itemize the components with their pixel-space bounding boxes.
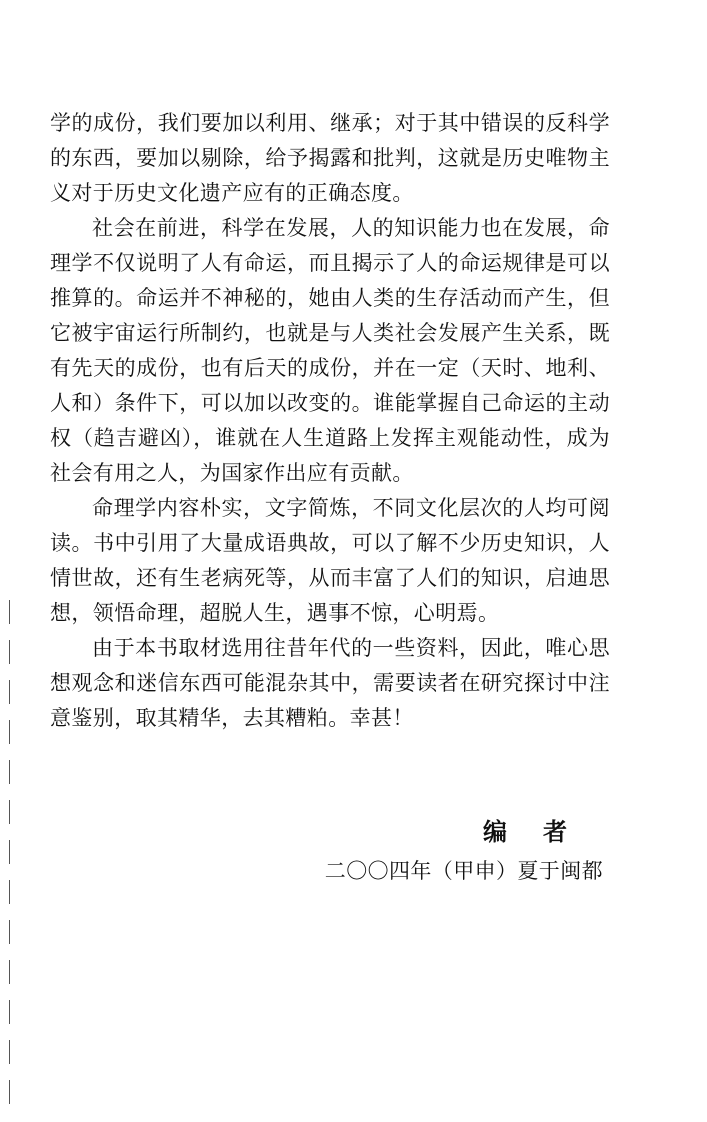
scan-margin-mark xyxy=(9,1080,10,1104)
scan-margin-mark xyxy=(9,960,10,984)
paragraph-society-progress: 社会在前进，科学在发展，人的知识能力也在发展，命理学不仅说明了人有命运，而且揭示了人的命运规律是可以推算的。命运并不神秘的，她由人类的生存活动而产生，但它被宇宙运行所制约，也就是与人类社会发展产生关系，既有先天的成份，也有后天的成份，并在一定（天时、地利、人和）条件下，可以加以改变的。谁能掌握自己命运的主动权（趋吉避凶），谁就在人生道路上发挥主观能动性，成为社会有用之人，为国家作出应有贡献。 xyxy=(50,216,610,485)
paragraph-content-style: 命理学内容朴实，文字简炼，不同文化层次的人均可阅读。书中引用了大量成语典故，可以了解不少历史知识，人情世故，还有生老病死等，从而丰富了人们的知识，启迪思想，领悟命理，超脱人生，遇事不惊，心明焉。 xyxy=(50,496,610,625)
scan-margin-mark xyxy=(9,840,10,864)
scan-margin-mark xyxy=(9,760,10,784)
preface-body xyxy=(50,106,610,736)
paragraph-continued: 学的成份，我们要加以利用、继承；对于其中错误的反科学的东西，要加以剔除，给予揭露和批判，这就是历史唯物主义对于历史文化遗产应有的正确态度。 xyxy=(50,111,610,205)
scan-margin-mark xyxy=(9,680,10,704)
preface-date: 二〇〇四年（甲申）夏于闽都 xyxy=(324,859,603,883)
scan-margin-mark xyxy=(9,800,10,824)
scan-margin-mark xyxy=(9,600,10,624)
paragraph-reader-notice: 由于本书取材选用往昔年代的一些资料，因此，唯心思想观念和迷信东西可能混杂其中，需要读者在研究探讨中注意鉴别，取其精华，去其糟粕。幸甚！ xyxy=(50,636,610,730)
scan-margin-mark xyxy=(9,640,10,664)
scan-margin-mark xyxy=(9,720,10,744)
scan-margin-mark xyxy=(9,1000,10,1024)
scan-margin-mark xyxy=(9,1040,10,1064)
scan-margin-mark xyxy=(9,880,10,904)
author-signature: 编者 xyxy=(483,817,603,846)
scan-margin-mark xyxy=(9,920,10,944)
